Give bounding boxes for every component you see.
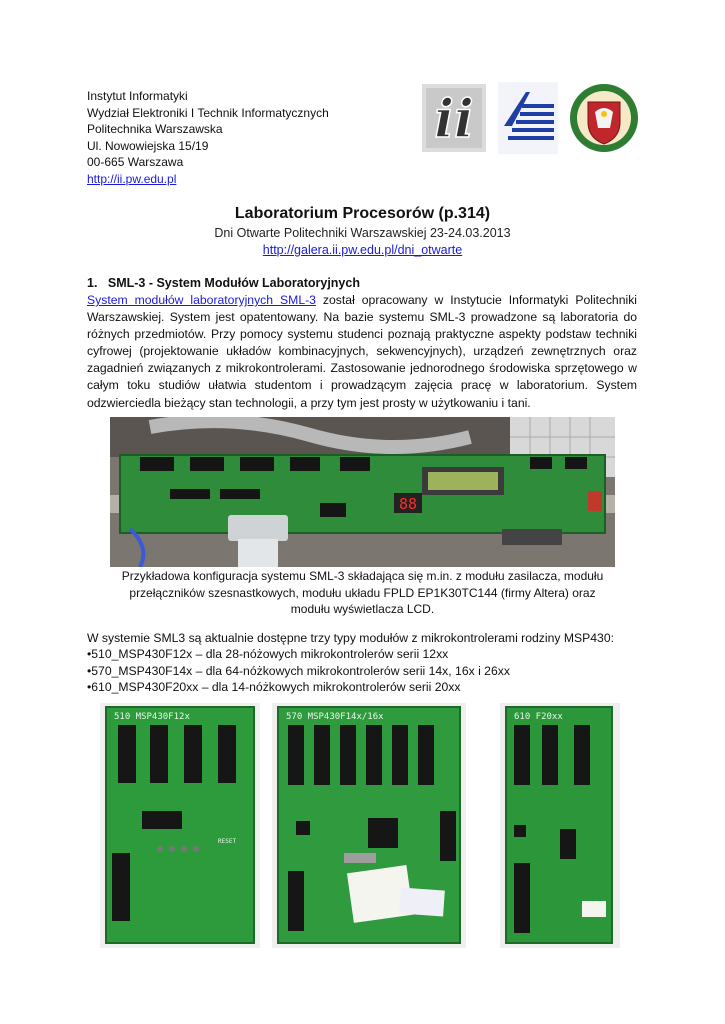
sml3-link[interactable]: System modułów laboratoryjnych SML-3	[87, 293, 316, 307]
svg-text:510 MSP430F12x: 510 MSP430F12x	[114, 712, 190, 722]
modules-section	[87, 630, 614, 696]
modules-list	[87, 646, 614, 695]
list-item: • 610_MSP430F20xx – dla 14-nóżkowych mikrokontrolerów serii 20xx	[87, 679, 614, 695]
institute-address	[87, 88, 329, 188]
svg-text:570 MSP430F14x/16x: 570 MSP430F14x/16x	[286, 712, 384, 722]
university-crest-logo	[568, 82, 640, 154]
section-paragraph	[87, 292, 637, 412]
address-line: Instytut Informatyki	[87, 89, 188, 103]
photo-caption: Przykładowa konfiguracja systemu SML-3 składająca się m.in. z modułu zasilacza, modułu przełączników szesnastkowych, modułu układu FPLD EP1K30TC144 (firmy Altera) oraz modułu wyświetlacza LCD.	[121, 569, 604, 617]
list-item: • 510_MSP430F12x – dla 28-nóżowych mikrokontrolerów serii 12xx	[87, 646, 614, 662]
svg-text:88: 88	[398, 495, 418, 513]
institute-website-link[interactable]: http://ii.pw.edu.pl	[87, 171, 177, 186]
section-heading	[87, 276, 360, 290]
ii-institute-logo	[420, 82, 488, 154]
address-line: Wydział Elektroniki I Technik Informatycznych	[87, 105, 329, 120]
msp430-boards-photo	[100, 703, 620, 948]
sml3-system-photo	[110, 417, 615, 567]
page-title: Laboratorium Procesorów (p.314)	[234, 205, 491, 222]
svg-text:ii: ii	[434, 89, 474, 150]
logo-strip	[420, 82, 640, 154]
event-subtitle: Dni Otwarte Politechniki Warszawskiej 23-24.03.2013	[214, 226, 511, 240]
address-line: Politechnika Warszawska	[87, 122, 223, 137]
svg-text:RESET: RESET	[218, 838, 237, 845]
faculty-logo	[498, 82, 558, 154]
address-line: 00-665 Warszawa	[87, 155, 184, 170]
svg-text:610 F20xx: 610 F20xx	[514, 712, 563, 722]
gallery-link[interactable]: http://galera.ii.pw.edu.pl/dni_otwarte	[262, 243, 463, 257]
paragraph-text: został opracowany w Instytucie Informatyki Politechniki Warszawskiej. System jest opatentowany. Na bazie systemu SML-3 prowadzone są laboratoria do różnych przedmiotów. Przy pomocy systemu studenci poznają praktyczne aspekty podstaw techniki cyfrowej (projektowanie układów kombinacyjnych, sekwencyjnych), urządzeń zewnętrznych oraz zagadnień związanych z mikrokontrolerami. Zastosowanie jednorodnego środowiska sprzętowego w całym toku studiów ułatwia studentom i prowadzącym zajęcia pracę w laboratorium. System odzwierciedla bieżący stan technologii, a przy tym jest prosty w użytkowaniu i tani.	[87, 293, 637, 410]
section-number: 1.	[87, 276, 98, 290]
address-line: Ul. Nowowiejska 15/19	[87, 138, 209, 153]
section-title: SML-3 - System Modułów Laboratoryjnych	[107, 276, 360, 290]
modules-intro-text: W systemie SML3 są aktualnie dostępne trzy typy modułów z mikrokontrolerami rodziny MSP430:	[87, 631, 614, 645]
list-item: • 570_MSP430F14x – dla 64-nóżkowych mikrokontrolerów serii 14x, 16x i 26xx	[87, 663, 614, 679]
